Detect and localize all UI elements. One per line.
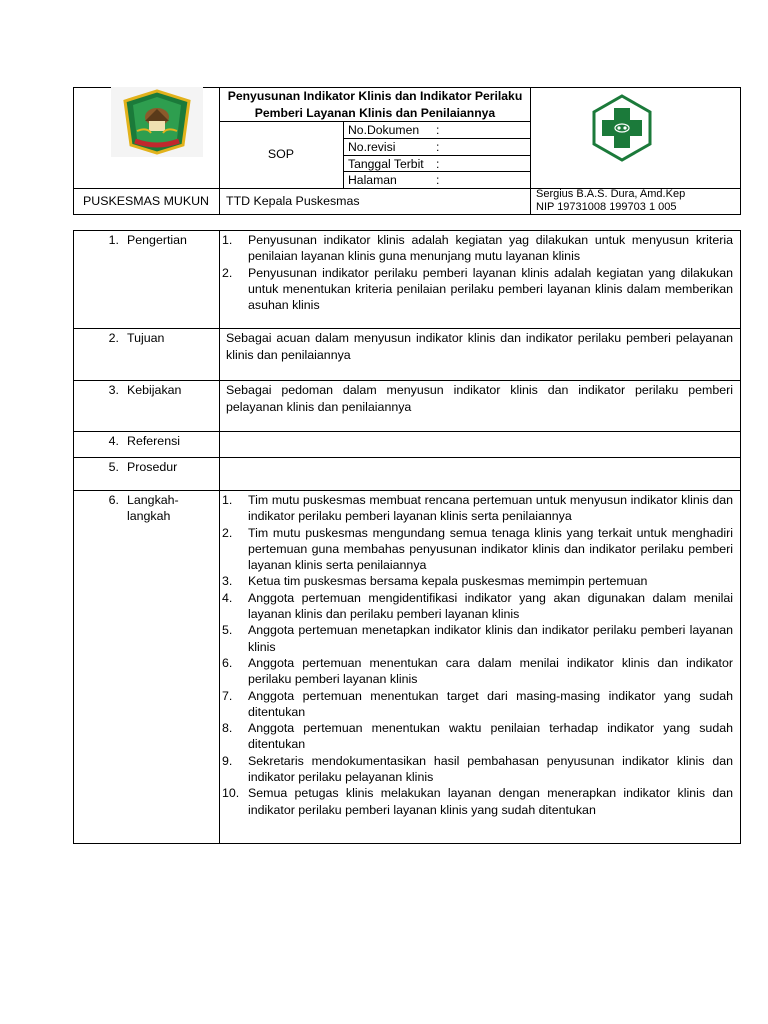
signer-name: Sergius B.A.S. Dura, Amd.Kep — [536, 188, 686, 200]
item-text: Anggota pertemuan menentukan waktu penilaian terhadap indikator yang sudah ditentukan — [248, 721, 733, 752]
meta-label: Halaman — [348, 172, 397, 187]
section-number: 4. — [108, 434, 119, 448]
list-item — [222, 265, 733, 314]
meta-value: : — [436, 156, 440, 171]
section-title: Kebijakan — [127, 383, 182, 397]
document-title — [220, 88, 530, 121]
meta-no-dokumen — [344, 121, 530, 138]
kebijakan-text: Sebagai pedoman dalam menyusun indikator klinis dan indikator perilaku pemberi pelayanan klinis dan penilaiannya — [226, 383, 733, 414]
item-number: 7. — [222, 688, 233, 703]
item-text: Anggota pertemuan mengidentifikasi indikator yang akan digunakan dalam menilai layanan klinis dan perilaku pemberi layanan klinis — [248, 590, 733, 622]
list-item — [222, 753, 733, 786]
puskesmas-cross-icon — [588, 94, 656, 162]
item-text: Tim mutu puskesmas membuat rencana pertemuan untuk menyusun indikator klinis dan indikator perilaku pemberi layanan klinis serta penilaiannya — [248, 493, 733, 524]
meta-value: : — [436, 122, 440, 137]
item-number: 5. — [222, 623, 233, 638]
content-divider — [219, 230, 220, 844]
list-item — [222, 525, 733, 574]
sop-label: SOP — [267, 147, 295, 161]
list-item — [222, 590, 733, 623]
tujuan-text: Sebagai acuan dalam menyusun indikator klinis dan indikator perilaku pemberi pelayanan klinis dan penilaiannya — [226, 331, 733, 362]
list-item — [222, 622, 733, 655]
section-label-tujuan — [73, 330, 219, 346]
header-divider — [530, 87, 531, 215]
meta-label: Tanggal Terbit — [348, 156, 424, 171]
section-label-referensi — [73, 433, 219, 449]
list-item — [222, 688, 733, 721]
item-text: Penyusunan indikator perilaku pemberi layanan klinis adalah kegiatan yang dilakukan untuk menentukan kriteria penilaian perilaku pemberi layanan klinis dalam memberikan asuhan klinis — [248, 265, 733, 313]
item-number: 8. — [222, 721, 233, 736]
list-item — [222, 720, 733, 753]
section-number: 1. — [108, 233, 119, 247]
item-number: 9. — [222, 753, 233, 768]
list-item — [222, 785, 733, 818]
signer-nip: NIP 19731008 199703 1 005 — [536, 201, 677, 213]
item-text: Tim mutu puskesmas mengundang semua tenaga klinis yang terkait untuk menghadiri pertemuan guna membahas penyusunan indikator klinis dan indikator perilaku pemberi layanan klinis serta penilaiannya — [248, 525, 733, 573]
section-number: 3. — [108, 383, 119, 397]
section-label-kebijakan — [73, 382, 219, 398]
row-divider — [73, 380, 741, 381]
langkah-list — [222, 492, 733, 818]
item-number: 10. — [222, 786, 240, 801]
row-divider — [73, 328, 741, 329]
item-number: 6. — [222, 655, 233, 670]
pengertian-list — [222, 232, 733, 313]
row-divider — [73, 431, 741, 432]
item-number: 3. — [222, 574, 233, 589]
meta-tanggal-terbit — [344, 155, 530, 172]
item-text: Anggota pertemuan menentukan target dari masing-masing indikator yang sudah ditentukan — [248, 688, 733, 719]
row-divider — [73, 490, 741, 491]
item-text: Sekretaris mendokumentasikan hasil pembahasan penyusunan indikator klinis dan indikator perilaku pelayanan klinis — [248, 753, 733, 785]
section-label-langkah — [73, 492, 219, 524]
item-number: 1. — [222, 493, 233, 507]
section-title: Prosedur — [127, 460, 178, 474]
item-number: 2. — [222, 525, 233, 540]
item-text: Anggota pertemuan menetapkan indikator klinis dan indikator perilaku pemberi layanan klinis — [248, 623, 733, 654]
meta-halaman — [344, 171, 530, 188]
item-number: 1. — [222, 233, 233, 247]
item-number: 4. — [222, 590, 233, 605]
section-title: Referensi — [127, 434, 181, 448]
puskesmas-name: PUSKESMAS MUKUN — [83, 194, 209, 208]
list-item — [222, 573, 733, 589]
meta-value: : — [436, 139, 440, 154]
item-text: Penyusunan indikator klinis adalah kegiatan yag dilakukan untuk menyusun kriteria penilaian layanan klinis guna menunjang mutu layanan klinis — [248, 233, 733, 264]
meta-value: : — [436, 172, 440, 187]
regency-emblem-icon — [111, 87, 203, 157]
section-title: Tujuan — [127, 331, 165, 345]
section-number: 2. — [108, 331, 119, 345]
row-divider — [73, 457, 741, 458]
section-label-pengertian — [73, 232, 219, 248]
item-number: 2. — [222, 265, 233, 280]
meta-no-revisi — [344, 138, 530, 155]
section-title: Pengertian — [127, 233, 187, 247]
document-title-text: Penyusunan Indikator Klinis dan Indikator Perilaku Pemberi Layanan Klinis dan Penilaiannya — [227, 88, 523, 120]
list-item — [222, 232, 733, 265]
list-item — [222, 655, 733, 688]
puskesmas-logo — [588, 94, 656, 162]
regency-logo — [111, 87, 203, 157]
item-text: Anggota pertemuan menentukan cara dalam menilai indikator klinis dan indikator perilaku pemberi layanan klinis — [248, 655, 733, 687]
section-title: Langkah-langkah — [127, 493, 179, 523]
item-text: Ketua tim puskesmas bersama kepala puskesmas memimpin pertemuan — [248, 574, 648, 589]
section-number: 6. — [108, 493, 119, 507]
meta-label: No.revisi — [348, 139, 396, 154]
ttd-label: TTD Kepala Puskesmas — [226, 194, 360, 208]
section-label-prosedur — [73, 459, 219, 475]
list-item — [222, 492, 733, 525]
section-number: 5. — [108, 460, 119, 474]
item-text: Semua petugas klinis melakukan layanan dengan menerapkan indikator klinis dan indikator perilaku pemberi layanan klinis yang sudah ditentukan — [248, 786, 733, 817]
meta-label: No.Dokumen — [348, 122, 420, 137]
